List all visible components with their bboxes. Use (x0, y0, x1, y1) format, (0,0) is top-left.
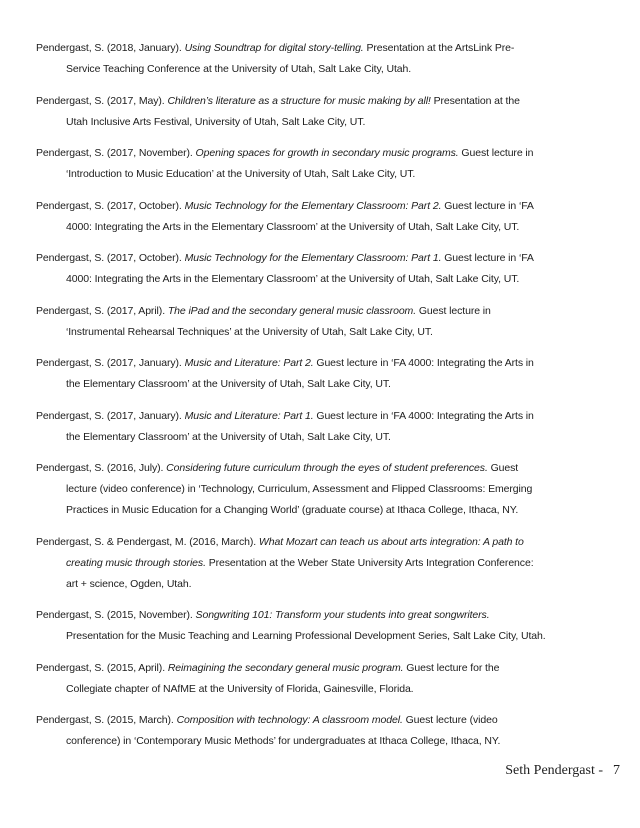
reference-line (36, 658, 620, 679)
reference-text: Presentation at the (430, 94, 520, 107)
page-footer (36, 763, 620, 779)
reference-entry (36, 143, 620, 185)
reference-title: Music and Literature: Part 1. (184, 409, 314, 422)
reference-line (36, 353, 620, 374)
reference-entry (36, 532, 620, 595)
reference-text: Pendergast, S. (2017, May). (36, 94, 168, 107)
reference-text: Guest lecture in ‘FA (441, 199, 534, 212)
reference-text: the Elementary Classroom’ at the University of Utah, Salt Lake City, UT. (66, 430, 391, 443)
reference-entry (36, 710, 620, 752)
footer-page-number: 7 (613, 762, 620, 778)
reference-entry (36, 605, 620, 647)
reference-line (36, 143, 620, 164)
reference-line (36, 164, 620, 185)
reference-line (36, 532, 620, 553)
reference-line (36, 374, 620, 395)
reference-line (36, 679, 620, 700)
reference-text: Guest lecture in (458, 147, 534, 159)
reference-line (36, 322, 620, 343)
reference-text: Presentation at the Weber State University Arts Integration Conference: (205, 556, 534, 569)
reference-text: Service Teaching Conference at the University of Utah, Salt Lake City, Utah. (66, 63, 412, 75)
reference-text: Presentation for the Music Teaching and Learning Professional Development Series, Salt Lake City, Utah. (66, 630, 546, 642)
reference-text: Pendergast, S. (2016, July). (36, 462, 167, 474)
reference-text: Pendergast, S. (2015, April). (36, 661, 168, 674)
reference-title: The iPad and the secondary general music classroom. (167, 304, 417, 317)
reference-line (36, 301, 620, 322)
reference-line (36, 574, 620, 595)
reference-entry (36, 248, 620, 290)
reference-text: Pendergast, S. (2017, January). (36, 409, 185, 422)
reference-line (36, 731, 620, 752)
reference-title: Children’s literature as a structure for music making by all! (167, 94, 431, 107)
reference-line (36, 217, 620, 238)
reference-title: Music and Literature: Part 2. (184, 357, 314, 369)
reference-line (36, 59, 620, 80)
reference-text: lecture (video conference) in ‘Technology, Curriculum, Assessment and Flipped Classrooms: Emerging (66, 483, 533, 495)
reference-entry (36, 196, 620, 238)
reference-title: What Mozart can teach us about arts integration: A path to (258, 535, 524, 548)
reference-title: Music Technology for the Elementary Classroom: Part 2. (184, 199, 442, 212)
reference-line (36, 248, 620, 269)
reference-line (36, 710, 620, 731)
reference-entry (36, 301, 620, 343)
reference-title: Opening spaces for growth in secondary music programs. (195, 147, 459, 159)
reference-entry (36, 91, 620, 133)
reference-text: Pendergast, S. (2017, October). (36, 252, 185, 264)
reference-line (36, 553, 620, 574)
reference-line (36, 406, 620, 427)
reference-entry (36, 658, 620, 700)
reference-text: the Elementary Classroom’ at the University of Utah, Salt Lake City, UT. (66, 378, 391, 390)
reference-entry (36, 458, 620, 521)
reference-text: Guest (487, 462, 519, 474)
reference-title: Music Technology for the Elementary Classroom: Part 1. (184, 252, 442, 264)
reference-line (36, 479, 620, 500)
reference-text: Pendergast, S. (2017, January). (36, 357, 185, 369)
reference-title: Using Soundtrap for digital story-telling. (184, 42, 364, 54)
reference-text: Pendergast, S. (2015, March). (36, 714, 177, 726)
reference-title: Considering future curriculum through the eyes of student preferences. (166, 462, 488, 474)
reference-text: Guest lecture (video (402, 714, 498, 726)
reference-line (36, 626, 620, 647)
reference-line (36, 500, 620, 521)
reference-text: Guest lecture in ‘FA 4000: Integrating the Arts in (313, 357, 534, 369)
reference-entry (36, 353, 620, 395)
reference-text: Collegiate chapter of NAfME at the University of Florida, Gainesville, Florida. (66, 682, 414, 695)
reference-line (36, 458, 620, 479)
reference-title: Composition with technology: A classroom model. (176, 714, 403, 726)
reference-line (36, 427, 620, 448)
reference-title: creating music through stories. (66, 556, 206, 569)
reference-text: conference) in ‘Contemporary Music Methods’ for undergraduates at Ithaca College, Ithaca, NY. (66, 735, 501, 747)
entries (36, 38, 620, 752)
reference-text: Practices in Music Education for a Changing World’ (graduate course) at Ithaca College, Ithaca, NY. (66, 504, 519, 516)
reference-entry (36, 406, 620, 448)
reference-title: Reimagining the secondary general music program. (167, 661, 404, 674)
reference-entry (36, 38, 620, 80)
reference-text: Pendergast, S. (2018, January). (36, 42, 185, 54)
reference-text: Guest lecture for the (403, 661, 500, 674)
reference-text: 4000: Integrating the Arts in the Elementary Classroom’ at the University of Utah, Salt Lake City, UT. (66, 273, 520, 285)
reference-line (36, 269, 620, 290)
reference-text: 4000: Integrating the Arts in the Elementary Classroom’ at the University of Utah, Salt Lake City, UT. (66, 220, 520, 233)
reference-line (36, 196, 620, 217)
reference-text: Pendergast, S. (2017, October). (36, 199, 185, 212)
footer-author-name: Seth Pendergast - (505, 762, 603, 778)
reference-line (36, 112, 620, 133)
reference-text: Guest lecture in ‘FA (441, 252, 534, 264)
reference-text: ‘Instrumental Rehearsal Techniques’ at the University of Utah, Salt Lake City, UT. (66, 325, 433, 338)
reference-text: Pendergast, S. (2015, November). (36, 609, 196, 621)
reference-line (36, 38, 620, 59)
reference-text: Presentation at the ArtsLink Pre- (363, 42, 515, 54)
reference-line (36, 605, 620, 626)
reference-text: ‘Introduction to Music Education’ at the University of Utah, Salt Lake City, UT. (66, 168, 416, 180)
reference-text: Pendergast, S. & Pendergast, M. (2016, March). (36, 535, 259, 548)
reference-text: Guest lecture in (416, 304, 491, 317)
reference-line (36, 91, 620, 112)
reference-text: Utah Inclusive Arts Festival, University of Utah, Salt Lake City, UT. (66, 115, 366, 128)
reference-text: art + science, Ogden, Utah. (66, 577, 192, 590)
reference-text: Pendergast, S. (2017, November). (36, 147, 196, 159)
reference-text: Pendergast, S. (2017, April). (36, 304, 168, 317)
reference-title: Songwriting 101: Transform your students into great songwriters. (195, 609, 490, 621)
reference-text: Guest lecture in ‘FA 4000: Integrating the Arts in (313, 409, 534, 422)
